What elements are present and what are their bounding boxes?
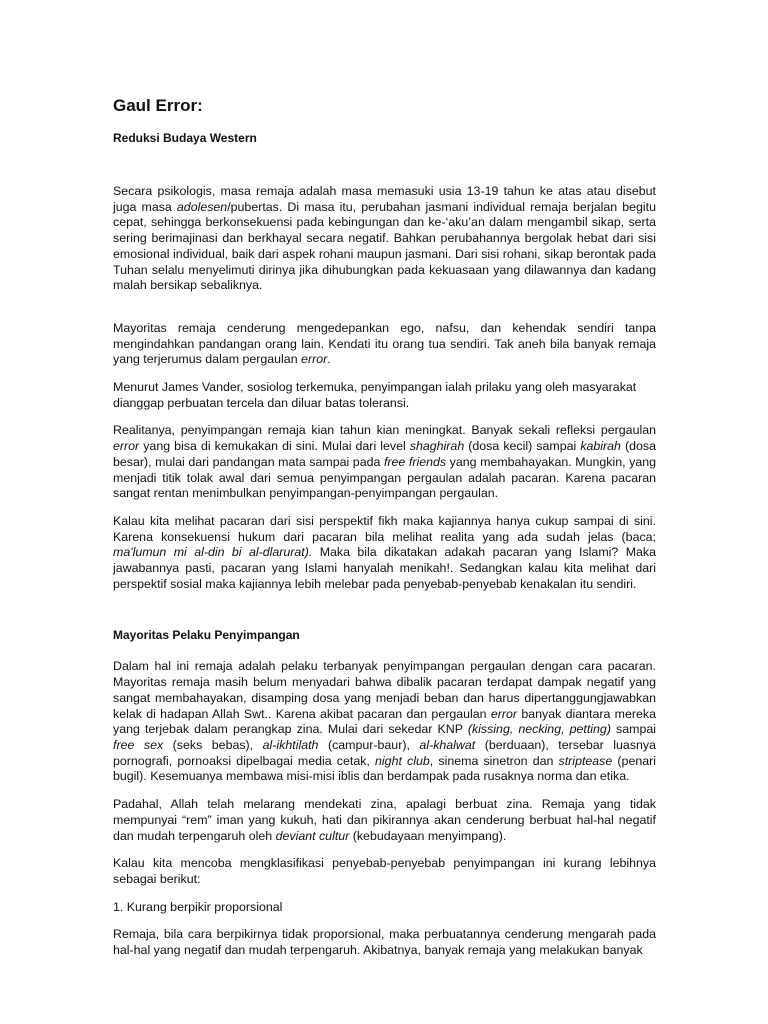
italic-term: shaghirah bbox=[409, 439, 465, 454]
text-run: 1. Kurang berpikir proporsional bbox=[113, 899, 283, 914]
italic-term: kabirah bbox=[580, 439, 621, 454]
text-run: Maka bila dikatakan adakah pacaran yang Islami? Maka jawabannya pasti, pacaran yang Islami hanyalah menikah!. Sedangkan kalau kita melihat dari perspektif sosial maka kajiannya lebih melebar pada penyebab-penyebab kenakalan itu sendiri. bbox=[113, 545, 656, 591]
paragraph-5 bbox=[113, 514, 656, 593]
paragraph-7 bbox=[113, 797, 656, 844]
text-run: (kebudayaan menyimpang). bbox=[349, 828, 507, 843]
text-run: Kalau kita melihat pacaran dari sisi perspektif fikh maka kajiannya hanya cukup sampai di sini. Karena konsekuensi hukum dari pacaran bila melihat realita yang ada sudah jelas (baca; bbox=[113, 513, 656, 544]
italic-term: error bbox=[490, 706, 518, 721]
text-run: (dosa besar), mulai dari pandangan mata sampai pada bbox=[113, 439, 657, 469]
text-run: Dalam hal ini remaja adalah pelaku terbanyak penyimpangan pergaulan dengan cara pacaran. Mayoritas remaja masih belum menyadari bahwa dibalik pacaran terdapat dampak negatif yang sangat membahayakan, disamping dosa yang menjadi beban dan harus dipertanggungjawabkan kelak di hadapan Allah Swt.. Karena akibat pacaran dan pergaulan bbox=[113, 659, 656, 721]
italic-term: error bbox=[301, 352, 328, 367]
text-run: (seks bebas), bbox=[163, 737, 263, 752]
text-run: Remaja, bila cara berpikirnya tidak proporsional, maka perbuatannya cenderung mengarah pada hal-hal yang negatif dan mudah terpengaruh. Akibatnya, banyak remaja yang melakukan banyak bbox=[113, 927, 656, 958]
italic-term: adolesen bbox=[176, 199, 228, 214]
text-run: Realitanya, penyimpangan remaja kian tahun kian meningkat. Banyak sekali refleksi pergaulan bbox=[113, 423, 656, 438]
italic-term: al-khalwat bbox=[419, 737, 476, 752]
italic-term: ma'lumun mi al-din bi al-dlarurat). bbox=[113, 545, 313, 560]
italic-term: deviant cultur bbox=[275, 828, 350, 843]
text-run: , sinema sinetron dan bbox=[429, 753, 559, 768]
italic-term: error bbox=[113, 439, 140, 454]
italic-term: night club bbox=[375, 753, 430, 768]
italic-term: free sex bbox=[113, 737, 164, 752]
text-run: (berduaan), tersebar luasnya pornografi, pornoaksi dipelbagai media cetak, bbox=[113, 737, 656, 768]
italic-term: striptease bbox=[558, 753, 613, 768]
document-body bbox=[113, 96, 656, 959]
text-run: Padahal, Allah telah melarang mendekati zina, apalagi berbuat zina. Remaja yang tidak mempunyai “rem” iman yang kukuh, hati dan pikirannya akan cenderung berbuat hal-hal negatif dan mudah terpengaruh oleh bbox=[113, 797, 656, 843]
text-run: sampai bbox=[610, 722, 656, 737]
paragraph-6 bbox=[113, 659, 656, 785]
paragraph-1 bbox=[113, 184, 656, 294]
paragraph-4 bbox=[113, 423, 656, 502]
paragraph-8 bbox=[113, 856, 656, 887]
italic-term: (kissing, necking, petting) bbox=[467, 722, 611, 737]
text-run: Kalau kita mencoba mengklasifikasi penyebab-penyebab penyimpangan ini kurang lebihnya sebagai berikut: bbox=[113, 856, 656, 886]
document-subtitle: Reduksi Budaya Western bbox=[113, 131, 257, 145]
text-run: Menurut James Vander, sosiolog terkemuka, penyimpangan ialah prilaku yang oleh masyarakat dianggap perbuatan tercela dan diluar batas toleransi. bbox=[113, 380, 637, 410]
text-run: /pubertas. Di masa itu, perubahan jasmani individual remaja berjalan begitu cepat, sehingga berkonsekuensi pada kebingungan dan ke-‘aku’an dalam mengambil sikap, serta sering berimajinasi dan berkhayal secara negatif. Bahkan perubahannya bergolak hebat dari sisi emosional individual, baik dari aspek rohani maupun jasmani. Dari sisi rohani, sikap berontak pada Tuhan selalu menyelimuti dirinya jika dihubungkan pada kekuasaan yang dilawannya dan kadang malah bersikap sebaliknya. bbox=[113, 199, 656, 293]
text-run: yang bisa di kemukakan di sini. Mulai dari level bbox=[139, 439, 410, 454]
list-item-1 bbox=[113, 900, 656, 916]
italic-term: al-ikhtilath bbox=[262, 737, 319, 752]
text-run: (dosa kecil) sampai bbox=[464, 439, 581, 454]
document-title: Gaul Error: bbox=[113, 96, 203, 115]
text-run: . bbox=[327, 352, 331, 367]
text-run: banyak diantara mereka yang terjebak dalam perangkap zina. Mulai dari sekedar KNP bbox=[113, 706, 656, 737]
paragraph-10 bbox=[113, 927, 656, 958]
text-run: Mayoritas remaja cenderung mengedepankan ego, nafsu, dan kehendak sendiri tanpa mengindahkan pandangan orang lain. Kendati itu orang tua sendiri. Tak aneh bila banyak remaja yang terjerumus dalam pergaulan bbox=[113, 320, 656, 367]
paragraph-3 bbox=[113, 380, 656, 411]
text-run: Secara psikologis, masa remaja adalah masa memasuki usia 13-19 tahun ke atas atau disebut juga masa bbox=[113, 184, 656, 214]
italic-term: free friends bbox=[383, 454, 447, 469]
text-run: (penari bugil). Kesemuanya membawa misi-misi iblis dan berdampak pada rusaknya norma dan etika. bbox=[113, 753, 657, 784]
paragraph-2 bbox=[113, 321, 656, 368]
section-heading: Mayoritas Pelaku Penyimpangan bbox=[113, 628, 300, 643]
text-run: (campur-baur), bbox=[318, 737, 420, 752]
text-run: yang membahayakan. Mungkin, yang menjadi titik tolak awal dari semua penyimpangan pergaulan adalah pacaran. Karena pacaran sangat rentan menimbulkan penyimpangan-penyimpangan pergaulan. bbox=[113, 454, 657, 501]
